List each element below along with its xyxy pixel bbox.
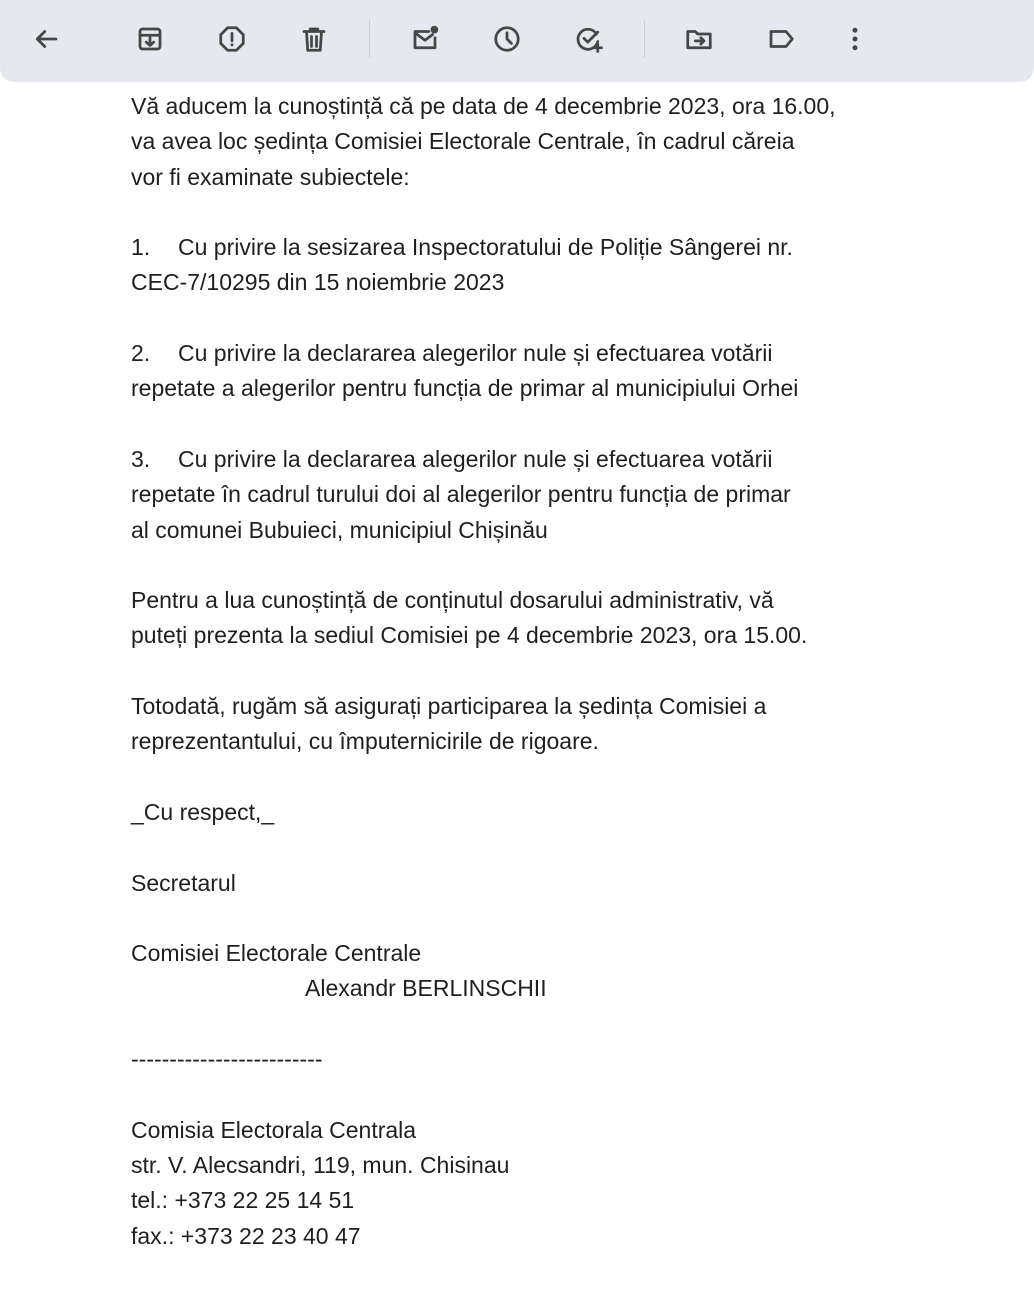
intro-line: Vă aducem la cunoștință că pe data de 4 decembrie 2023, ora 16.00,	[131, 93, 836, 119]
agenda-item-number: 2.	[131, 340, 151, 367]
agenda-item-text: Cu privire la declararea alegerilor nule și efectuarea votării	[178, 340, 773, 367]
text-divider: -------------------------	[131, 1046, 323, 1073]
signature-block	[131, 936, 991, 1007]
report-spam-button[interactable]	[210, 17, 254, 61]
footer-address: str. V. Alecsandri, 119, mun. Chisinau	[131, 1151, 510, 1178]
signature-title	[131, 866, 991, 901]
agenda-item	[131, 336, 991, 407]
signature-name: Alexandr BERLINSCHII	[305, 975, 547, 1002]
delete-button[interactable]	[292, 17, 336, 61]
snooze-button[interactable]	[485, 17, 529, 61]
agenda-item-number: 3.	[131, 445, 151, 472]
agenda-item-text: Cu privire la sesizarea Inspectoratului de Poliție Sângerei nr.	[178, 234, 793, 261]
intro-line: vor fi examinate subiectele:	[131, 163, 410, 190]
dossier-line: Pentru a lua cunoștință de conținutul dosarului administrativ, vă	[131, 587, 774, 614]
agenda-item-text: Cu privire la declararea alegerilor nule și efectuarea votării	[178, 445, 773, 472]
footer-org: Comisia Electorala Centrala	[131, 1116, 417, 1143]
agenda-item-text: repetate a alegerilor pentru funcția de primar al municipiului Orhei	[131, 375, 799, 402]
label-icon	[766, 24, 796, 54]
toolbar-divider	[369, 20, 370, 58]
request-line: Totodată, rugăm să asigurați participarea la ședința Comisiei a	[131, 693, 767, 720]
move-to-button[interactable]	[677, 17, 721, 61]
archive-button[interactable]	[128, 17, 172, 61]
signature-title-text: Secretarul	[131, 869, 236, 896]
arrow-left-icon	[31, 24, 61, 54]
intro-paragraph	[131, 89, 991, 195]
agenda-item-text: repetate în cadrul turului doi al alegerilor pentru funcția de primar	[131, 481, 791, 508]
intro-line: va avea loc ședința Comisiei Electorale Centrale, în cadrul căreia	[131, 128, 795, 155]
request-line: reprezentantului, cu împuternicirile de rigoare.	[131, 728, 599, 755]
footer-tel: tel.: +373 22 25 14 51	[131, 1187, 355, 1214]
agenda-item	[131, 230, 991, 301]
agenda-item-number: 1.	[131, 234, 151, 261]
email-toolbar	[0, 0, 1034, 82]
more-options-button[interactable]	[833, 17, 877, 61]
add-task-icon	[574, 24, 604, 54]
divider-block	[131, 1042, 991, 1077]
closing-text: _Cu respect,_	[131, 798, 275, 825]
agenda-item	[131, 442, 991, 548]
footer-contact	[131, 1113, 991, 1254]
footer-fax: fax.: +373 22 23 40 47	[131, 1222, 361, 1249]
add-to-tasks-button[interactable]	[567, 17, 611, 61]
agenda-item-text: CEC-7/10295 din 15 noiembrie 2023	[131, 269, 505, 296]
back-button[interactable]	[24, 17, 68, 61]
clock-icon	[492, 24, 522, 54]
archive-icon	[135, 24, 165, 54]
request-paragraph	[131, 689, 991, 760]
closing	[131, 795, 991, 830]
mark-unread-icon	[410, 24, 440, 54]
dossier-paragraph	[131, 583, 991, 654]
report-spam-icon	[217, 24, 247, 54]
agenda-item-text: al comunei Bubuieci, municipiul Chișinău	[131, 516, 548, 543]
mark-unread-button[interactable]	[403, 17, 447, 61]
more-vert-icon	[840, 24, 870, 54]
move-to-folder-icon	[684, 24, 714, 54]
trash-icon	[299, 24, 329, 54]
signature-org: Comisiei Electorale Centrale	[131, 940, 422, 967]
label-button[interactable]	[759, 17, 803, 61]
email-body	[131, 89, 991, 1289]
dossier-line: puteți prezenta la sediul Comisiei pe 4 decembrie 2023, ora 15.00.	[131, 622, 808, 649]
toolbar-divider	[644, 20, 645, 58]
